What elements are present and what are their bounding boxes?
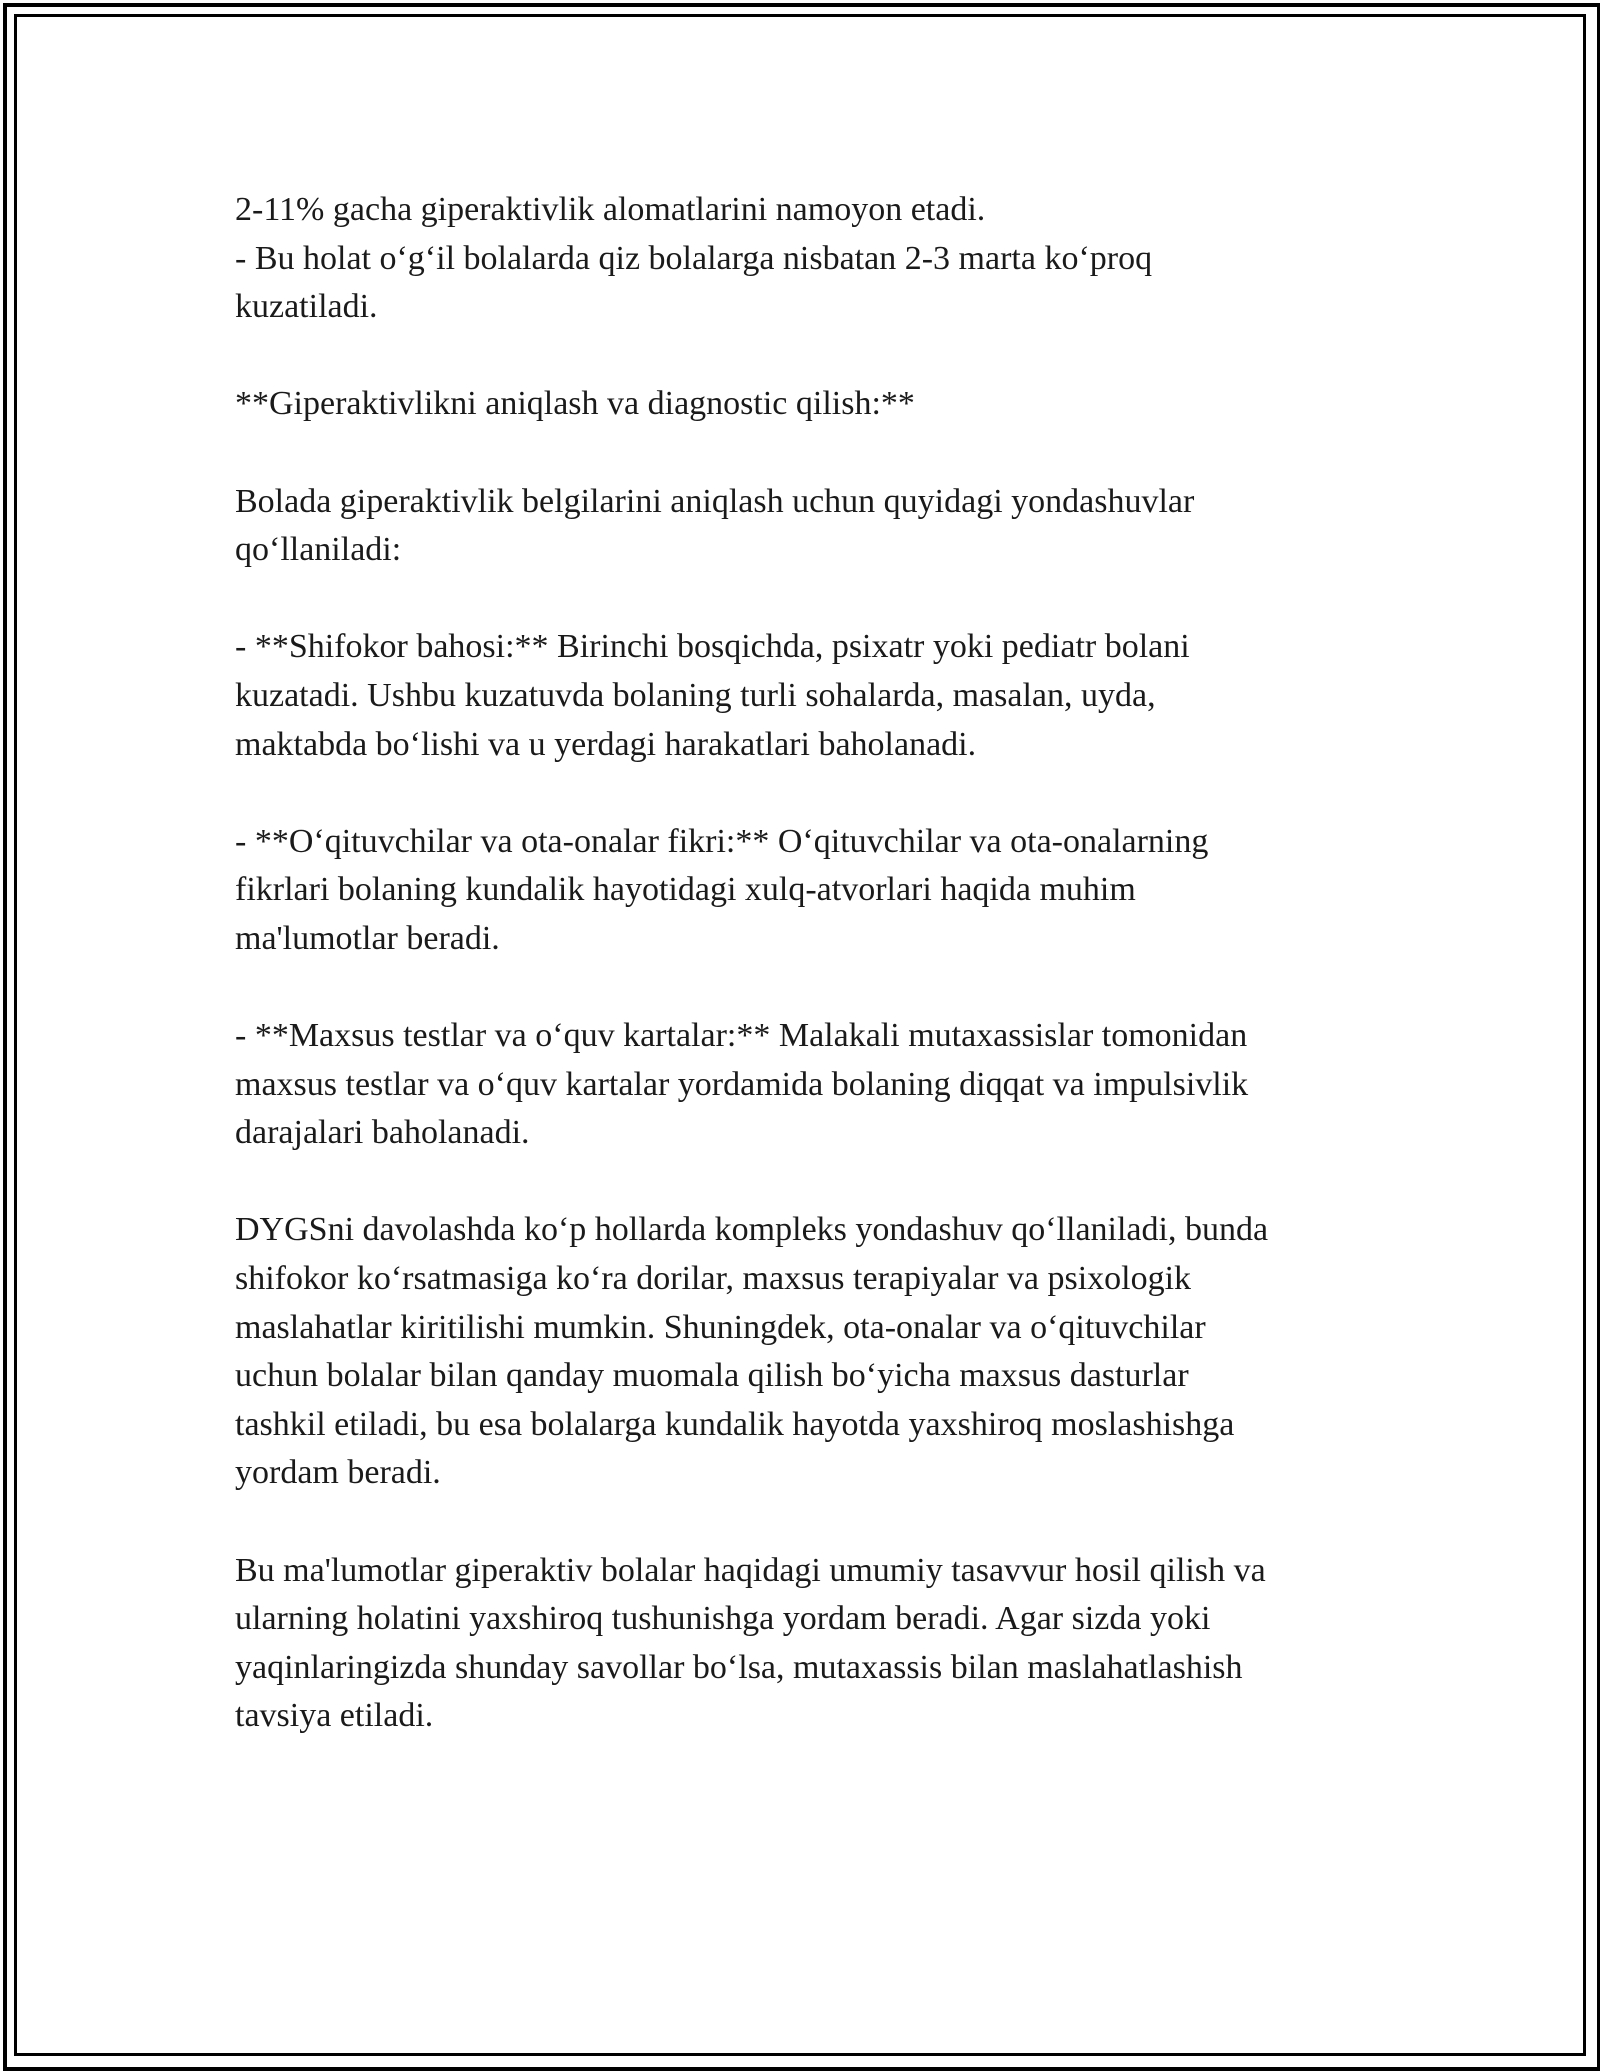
text-line: shifokor ko‘rsatmasiga ko‘ra dorilar, maxsus terapiyalar va psixologik (235, 1260, 1192, 1298)
document-body (235, 186, 1385, 1741)
text-line: maktabda bo‘lishi va u yerdagi harakatlari baholanadi. (235, 725, 977, 763)
section-heading: **Giperaktivlikni aniqlash va diagnostic qilish:** (235, 385, 915, 423)
text-line: maxsus testlar va o‘quv kartalar yordamida bolaning diqqat va impulsivlik (235, 1065, 1249, 1103)
list-item-line: - **Shifokor bahosi:** Birinchi bosqichda, psixatr yoki pediatr bolani (235, 628, 1190, 666)
blank-line (235, 332, 1385, 381)
blank-line (235, 1498, 1385, 1547)
text-line: Bolada giperaktivlik belgilarini aniqlash uchun quyidagi yondashuvlar (235, 482, 1195, 520)
list-item-line: - **O‘qituvchilar va ota-onalar fikri:** O‘qituvchilar va ota-onalarning (235, 822, 1209, 860)
text-line: Bu ma'lumotlar giperaktiv bolalar haqidagi umumiy tasavvur hosil qilish va (235, 1551, 1266, 1589)
list-item-line: - **Maxsus testlar va o‘quv kartalar:** Malakali mutaxassislar tomonidan (235, 1017, 1248, 1055)
text-line: fikrlari bolaning kundalik hayotidagi xulq-atvorlari haqida muhim (235, 871, 1136, 909)
text-line: uchun bolalar bilan qanday muomala qilish bo‘yicha maxsus dasturlar (235, 1357, 1189, 1395)
blank-line (235, 769, 1385, 818)
text-line: DYGSni davolashda ko‘p hollarda kompleks yondashuv qo‘llaniladi, bunda (235, 1211, 1269, 1249)
blank-line (235, 429, 1385, 478)
text-line: maslahatlar kiritilishi mumkin. Shuningdek, ota-onalar va o‘qituvchilar (235, 1308, 1206, 1346)
text-line: tashkil etiladi, bu esa bolalarga kundalik hayotda yaxshiroq moslashishga (235, 1405, 1235, 1443)
text-line: ma'lumotlar beradi. (235, 919, 500, 957)
blank-line (235, 964, 1385, 1013)
text-line: kuzatiladi. (235, 288, 378, 326)
text-line: yaqinlaringizda shunday savollar bo‘lsa, mutaxassis bilan maslahatlashish (235, 1648, 1243, 1686)
text-line: tavsiya etiladi. (235, 1697, 434, 1735)
text-line: darajalari baholanadi. (235, 1114, 530, 1152)
blank-line (235, 575, 1385, 624)
text-line: kuzatadi. Ushbu kuzatuvda bolaning turli sohalarda, masalan, uyda, (235, 676, 1156, 714)
text-line: qo‘llaniladi: (235, 531, 402, 569)
blank-line (235, 1158, 1385, 1207)
text-line: - Bu holat o‘g‘il bolalarda qiz bolalarga nisbatan 2-3 marta ko‘proq (235, 239, 1153, 277)
text-line: 2-11% gacha giperaktivlik alomatlarini namoyon etadi. (235, 191, 986, 228)
text-line: yordam beradi. (235, 1454, 441, 1492)
text-line: ularning holatini yaxshiroq tushunishga yordam beradi. Agar sizda yoki (235, 1600, 1211, 1638)
